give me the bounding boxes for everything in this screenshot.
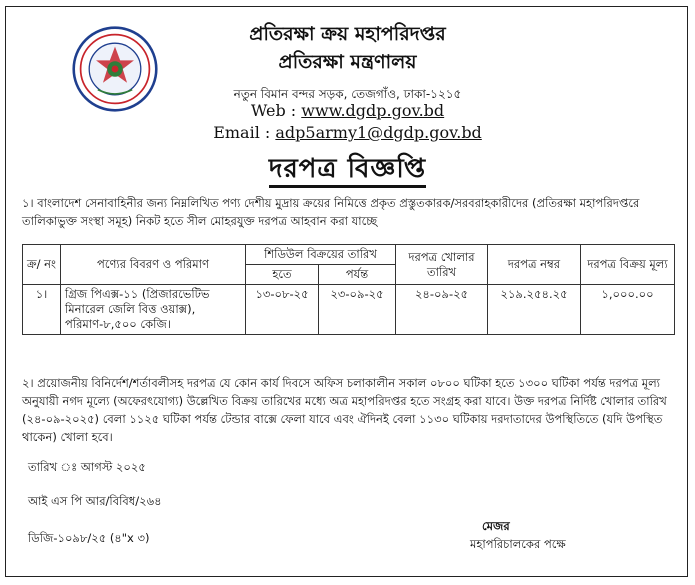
ministry-title: প্রতিরক্ষা মন্ত্রণালয়	[278, 51, 417, 73]
cell-price: ১,০০০.০০	[581, 285, 675, 335]
web-line	[0, 101, 695, 120]
web-label: Web :	[250, 101, 302, 120]
email-line	[0, 123, 695, 142]
col-serial: ক্র/ নং	[23, 245, 61, 285]
ispr-reference: আই এস পি আর/বিবিধ/২৬৪	[28, 494, 162, 508]
notice-date: তারিখ ঃ আগস্ট ২০২৫	[28, 460, 146, 474]
cell-serial: ১।	[23, 285, 61, 335]
notice-title	[0, 148, 695, 192]
col-from: হতে	[246, 265, 319, 285]
cell-opening: ২৪-০৯-২৫	[396, 285, 488, 335]
intro-paragraph: ১। বাংলাদেশ সেনাবাহিনীর জন্য নিম্নলিখিত পণ্য দেশীয় মুদ্রায় ক্রয়ের নিমিত্তে প্রকৃত প্রস্তুতকারক/সরবরাহকারীদের (প্রতিরক্ষা মহাপরিদপ্তরে তালিকাভুক্ত সংস্থা সমূহ) নিকট হতে সীল মোহরযুক্ত দরপত্র আহবান করা যাচ্ছে	[22, 196, 640, 228]
col-to: পর্যন্ত	[319, 265, 396, 285]
cell-tender-no: ২১৯.২৫৪.২৫	[488, 285, 581, 335]
signer-on-behalf: মহাপরিচালকের পক্ষে	[470, 537, 566, 551]
org-title: প্রতিরক্ষা ক্রয় মহাপরিদপ্তর	[249, 23, 446, 45]
web-link[interactable]: www.dgdp.gov.bd	[301, 101, 445, 120]
cell-item: গ্রিজ পিএক্স-১১ (প্রিজারভেটিভ মিনারেল জেলি বিত্ত ওয়াক্স), পরিমাণ-৮,৫০০ কেজি।	[61, 285, 246, 335]
signer-rank: মেজর	[482, 519, 510, 533]
col-item: পণ্যের বিবরণ ও পরিমাণ	[61, 245, 246, 285]
col-tender-no: দরপত্র নম্বর	[488, 245, 581, 285]
col-schedule: শিডিউল বিক্রয়ের তারিখ	[246, 245, 396, 265]
notice-title-text: দরপত্র বিজ্ঞপ্তি	[269, 154, 426, 188]
col-opening: দরপত্র খোলার তারিখ	[396, 245, 488, 285]
email-link[interactable]: adp5army1@dgdp.gov.bd	[275, 123, 482, 142]
col-price: দরপত্র বিক্রয় মূল্য	[581, 245, 675, 285]
table-row	[23, 285, 675, 335]
cell-to: ২৩-০৯-২৫	[319, 285, 396, 335]
tender-table	[22, 244, 675, 335]
dg-reference: ডিজি-১০৯৮/২৫ (৪"x ৩)	[28, 531, 150, 545]
email-label: Email :	[213, 123, 276, 142]
terms-paragraph: ২। প্রয়োজনীয় বিনির্দেশ/শর্তাবলীসহ দরপত্র যে কোন কার্য দিবসে অফিস চলাকালীন সকাল ০৮০০ ঘটিকা হতে ১৩০০ ঘটিকা পর্যন্ত দরপত্র মূল্য অনুযায়ী নগদ মূল্যে (অফেরৎযোগ্য) উল্লেখিত বিক্রয় তারিখের মধ্যে অত্র মহাপরিদপ্তর হতে সংগ্রহ করা যাবে। উক্ত দরপত্র নির্দিষ্ট খোলার তারিখ (২৪-০৯-২০২৫) বেলা ১১২৫ ঘটিকা পর্যন্ত টেন্ডার বাক্সে ফেলা যাবে এবং ঐদিনই বেলা ১১৩০ ঘটিকায় দরদাতাদের উপস্থিতিতে (যদি উপস্থিত থাকেন) খোলা হবে।	[22, 376, 667, 444]
cell-from: ১৩-০৮-২৫	[246, 285, 319, 335]
table-header-row	[23, 245, 675, 265]
address: নতুন বিমান বন্দর সড়ক, তেজগাঁও, ঢাকা-১২১৫	[233, 87, 462, 101]
